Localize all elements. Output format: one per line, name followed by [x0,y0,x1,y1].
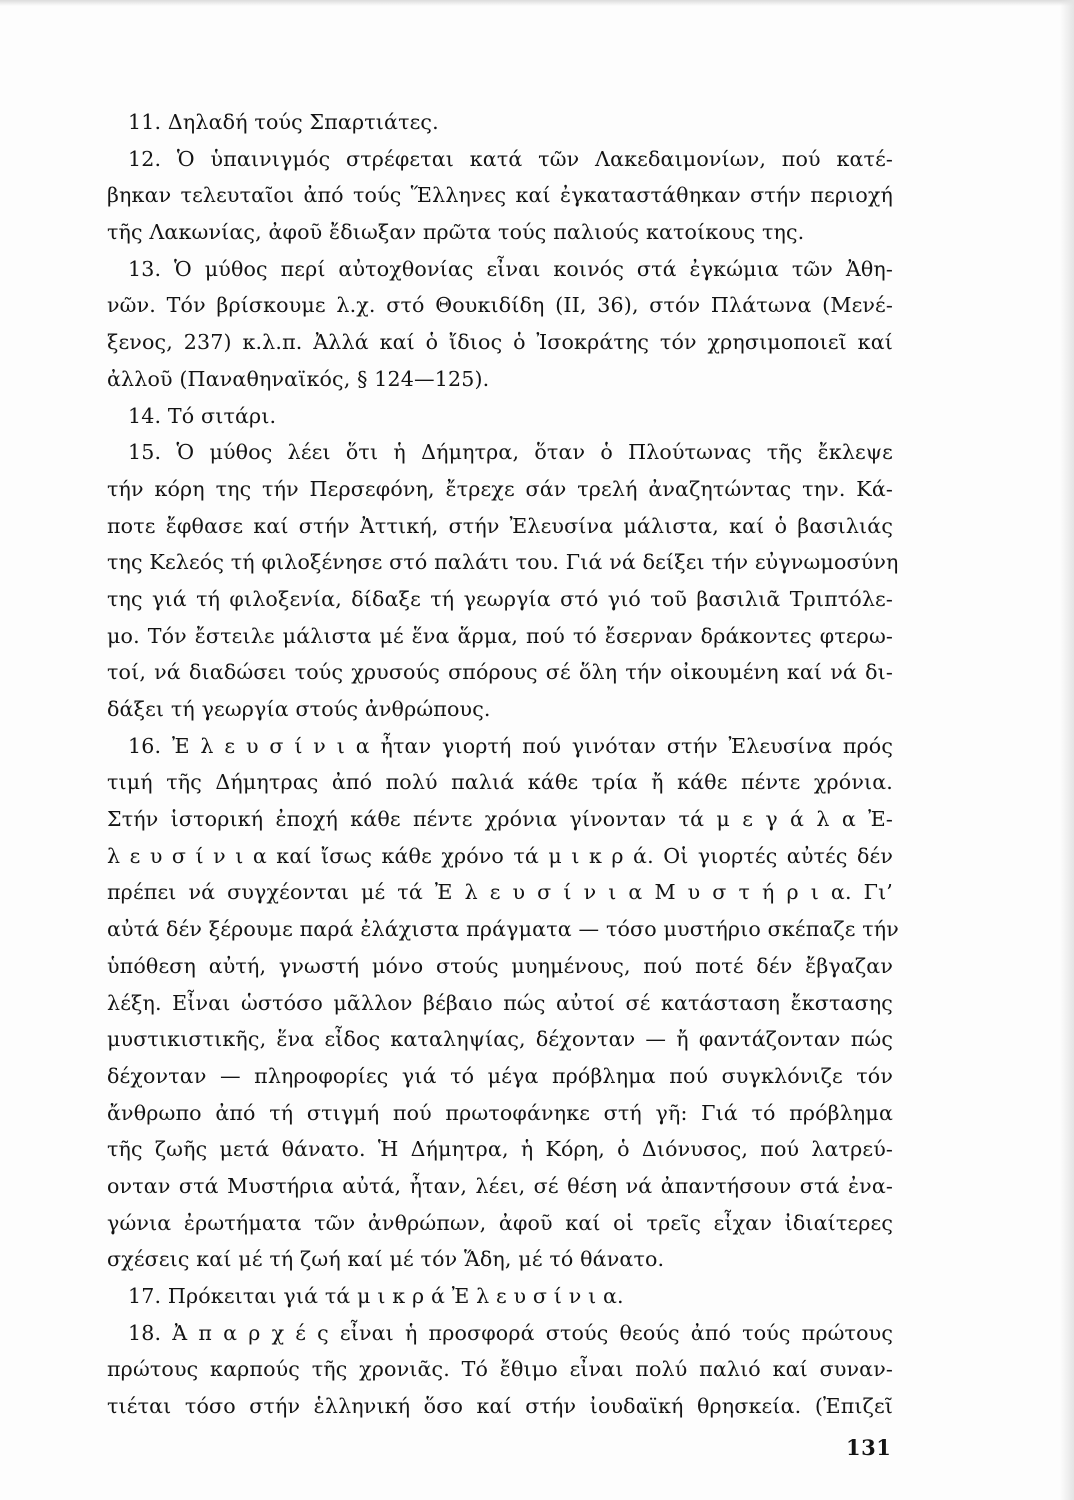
note-16-line: τῆς ζωῆς μετά θάνατο. Ἡ Δήμητρα, ἡ Κόρη, ὁ Διόνυσος, πού λατρεύ- [107,1137,893,1162]
note-18-line: πρώτους καρπούς τῆς χρονιᾶς. Τό ἔθιμο εἶναι πολύ παλιό καί συναν- [107,1357,893,1382]
note-15-line: 15. Ὁ μύθος λέει ὅτι ἡ Δήμητρα, ὅταν ὁ Πλούτωνας τῆς ἔκλεψε [128,440,893,465]
note-15-line: της γιά τή φιλοξενία, δίδαξε τή γεωργία στό γιό τοῦ βασιλιᾶ Τριπτόλε- [107,586,893,611]
note-11-line: 11. Δηλαδή τούς Σπαρτιάτες. [128,110,439,134]
note-16-line: ὑπόθεση αὐτή, γνωστή μόνο στούς μυημένους, πού ποτέ δέν ἔβγαζαν [107,953,893,978]
note-16-line: αὐτά δέν ξέρουμε παρά ἐλάχιστα πράγματα — τόσο μυστήριο σκέπαζε τήν [107,917,899,942]
note-16-line: ἄνθρωπο ἀπό τή στιγμή πού πρωτοφάνηκε στή γῆ: Γιά τό πρόβλημα [107,1100,893,1125]
note-16-line: 16. Ἐ λ ε υ σ ί ν ι α ἦταν γιορτή πού γινόταν στήν Ἐλευσίνα πρός [128,733,893,758]
note-15-line: ποτε ἔφθασε καί στήν Ἀττική, στήν Ἐλευσίνα μάλιστα, καί ὁ βασιλιάς [107,513,893,538]
note-16-line: λ ε υ σ ί ν ι α καί ἴσως κάθε χρόνο τά μ ι κ ρ ά. Οἱ γιορτές αὐτές δέν [107,843,893,868]
note-16-line: δέχονταν — πληροφορίες γιά τό μέγα πρόβλημα πού συγκλόνιζε τόν [107,1063,893,1088]
note-13-line: ἀλλοῦ (Παναθηναϊκός, § 124—125). [107,366,490,391]
note-15-line: δάξει τή γεωργία στούς ἀνθρώπους. [107,697,491,721]
note-15-line: μο. Τόν ἔστειλε μάλιστα μέ ἕνα ἅρμα, πού τό ἔσερναν δράκοντες φτερω- [107,623,893,648]
note-12-line: τῆς Λακωνίας, ἀφοῦ ἔδιωξαν πρῶτα τούς παλιούς κατοίκους της. [107,220,805,245]
note-15-line: τοί, νά διαδώσει τούς χρυσούς σπόρους σέ ὅλη τήν οἰκουμένη καί νά δι- [107,660,893,685]
note-16-line: τιμή τῆς Δήμητρας ἀπό πολύ παλιά κάθε τρία ἤ κάθε πέντε χρόνια. [107,770,893,795]
note-16-line: ονταν στά Μυστήρια αὐτά, ἦταν, λέει, σέ θέση νά ἀπαντήσουν στά ἐνα- [107,1173,893,1198]
note-17-line: 17. Πρόκειται γιά τά μ ι κ ρ ά Ἐ λ ε υ σ ί ν ι α. [128,1284,624,1308]
note-13-line: νῶν. Τόν βρίσκουμε λ.χ. στό Θουκιδίδη (ΙΙ, 36), στόν Πλάτωνα (Μενέ- [107,293,893,318]
note-16-line: λέξη. Εἶναι ὡστόσο μᾶλλον βέβαιο πώς αὐτοί σέ κατάσταση ἔκστασης [107,990,893,1015]
note-16-line: σχέσεις καί μέ τή ζωή καί μέ τόν Ἅδη, μέ τό θάνατο. [107,1247,665,1272]
scan-shadow-right [1060,0,1074,1500]
note-15-line: της Κελεός τή φιλοξένησε στό παλάτι του. Γιά νά δείξει τήν εὐγνωμοσύνη [107,550,899,575]
note-15-line: τήν κόρη της τήν Περσεφόνη, ἔτρεχε σάν τρελή ἀναζητώντας την. Κά- [107,476,893,501]
note-13-line: 13. Ὁ μύθος περί αὐτοχθονίας εἶναι κοινός στά ἐγκώμια τῶν Ἀθη- [128,256,893,281]
page-number: 131 [846,1435,892,1460]
note-14-line: 14. Τό σιτάρι. [128,403,277,428]
note-16-line: γώνια ἐρωτήματα τῶν ἀνθρώπων, ἀφοῦ καί οἱ τρεῖς εἶχαν ἰδιαίτερες [107,1210,893,1235]
note-16-line: πρέπει νά συγχέονται μέ τά Ἐ λ ε υ σ ί ν ι α Μ υ σ τ ή ρ ι α. Γι’ [107,880,893,905]
note-16-line: Στήν ἱστορική ἐποχή κάθε πέντε χρόνια γίνονταν τά μ ε γ ά λ α Ἐ- [107,807,893,832]
note-18-line: τιέται τόσο στήν ἑλληνική ὅσο καί στήν ἰουδαϊκή θρησκεία. (Ἐπιζεῖ [107,1394,893,1419]
note-12-line: βηκαν τελευταῖοι ἀπό τούς Ἕλληνες καί ἐγκαταστάθηκαν στήν περιοχή [107,183,893,208]
note-13-line: ξενος, 237) κ.λ.π. Ἀλλά καί ὁ ἴδιος ὁ Ἰσοκράτης τόν χρησιμοποιεῖ καί [107,330,893,355]
scan-shadow-top [0,0,1074,6]
endnotes-text [107,104,899,1425]
note-12-line: 12. Ὁ ὑπαινιγμός στρέφεται κατά τῶν Λακεδαιμονίων, πού κατέ- [128,146,893,171]
note-16-line: μυστικιστικῆς, ἕνα εἶδος καταληψίας, δέχονταν — ἤ φαντάζονταν πώς [107,1027,893,1052]
note-18-line: 18. Ἀ π α ρ χ έ ς εἶναι ἡ προσφορά στούς θεούς ἀπό τούς πρώτους [128,1320,893,1345]
